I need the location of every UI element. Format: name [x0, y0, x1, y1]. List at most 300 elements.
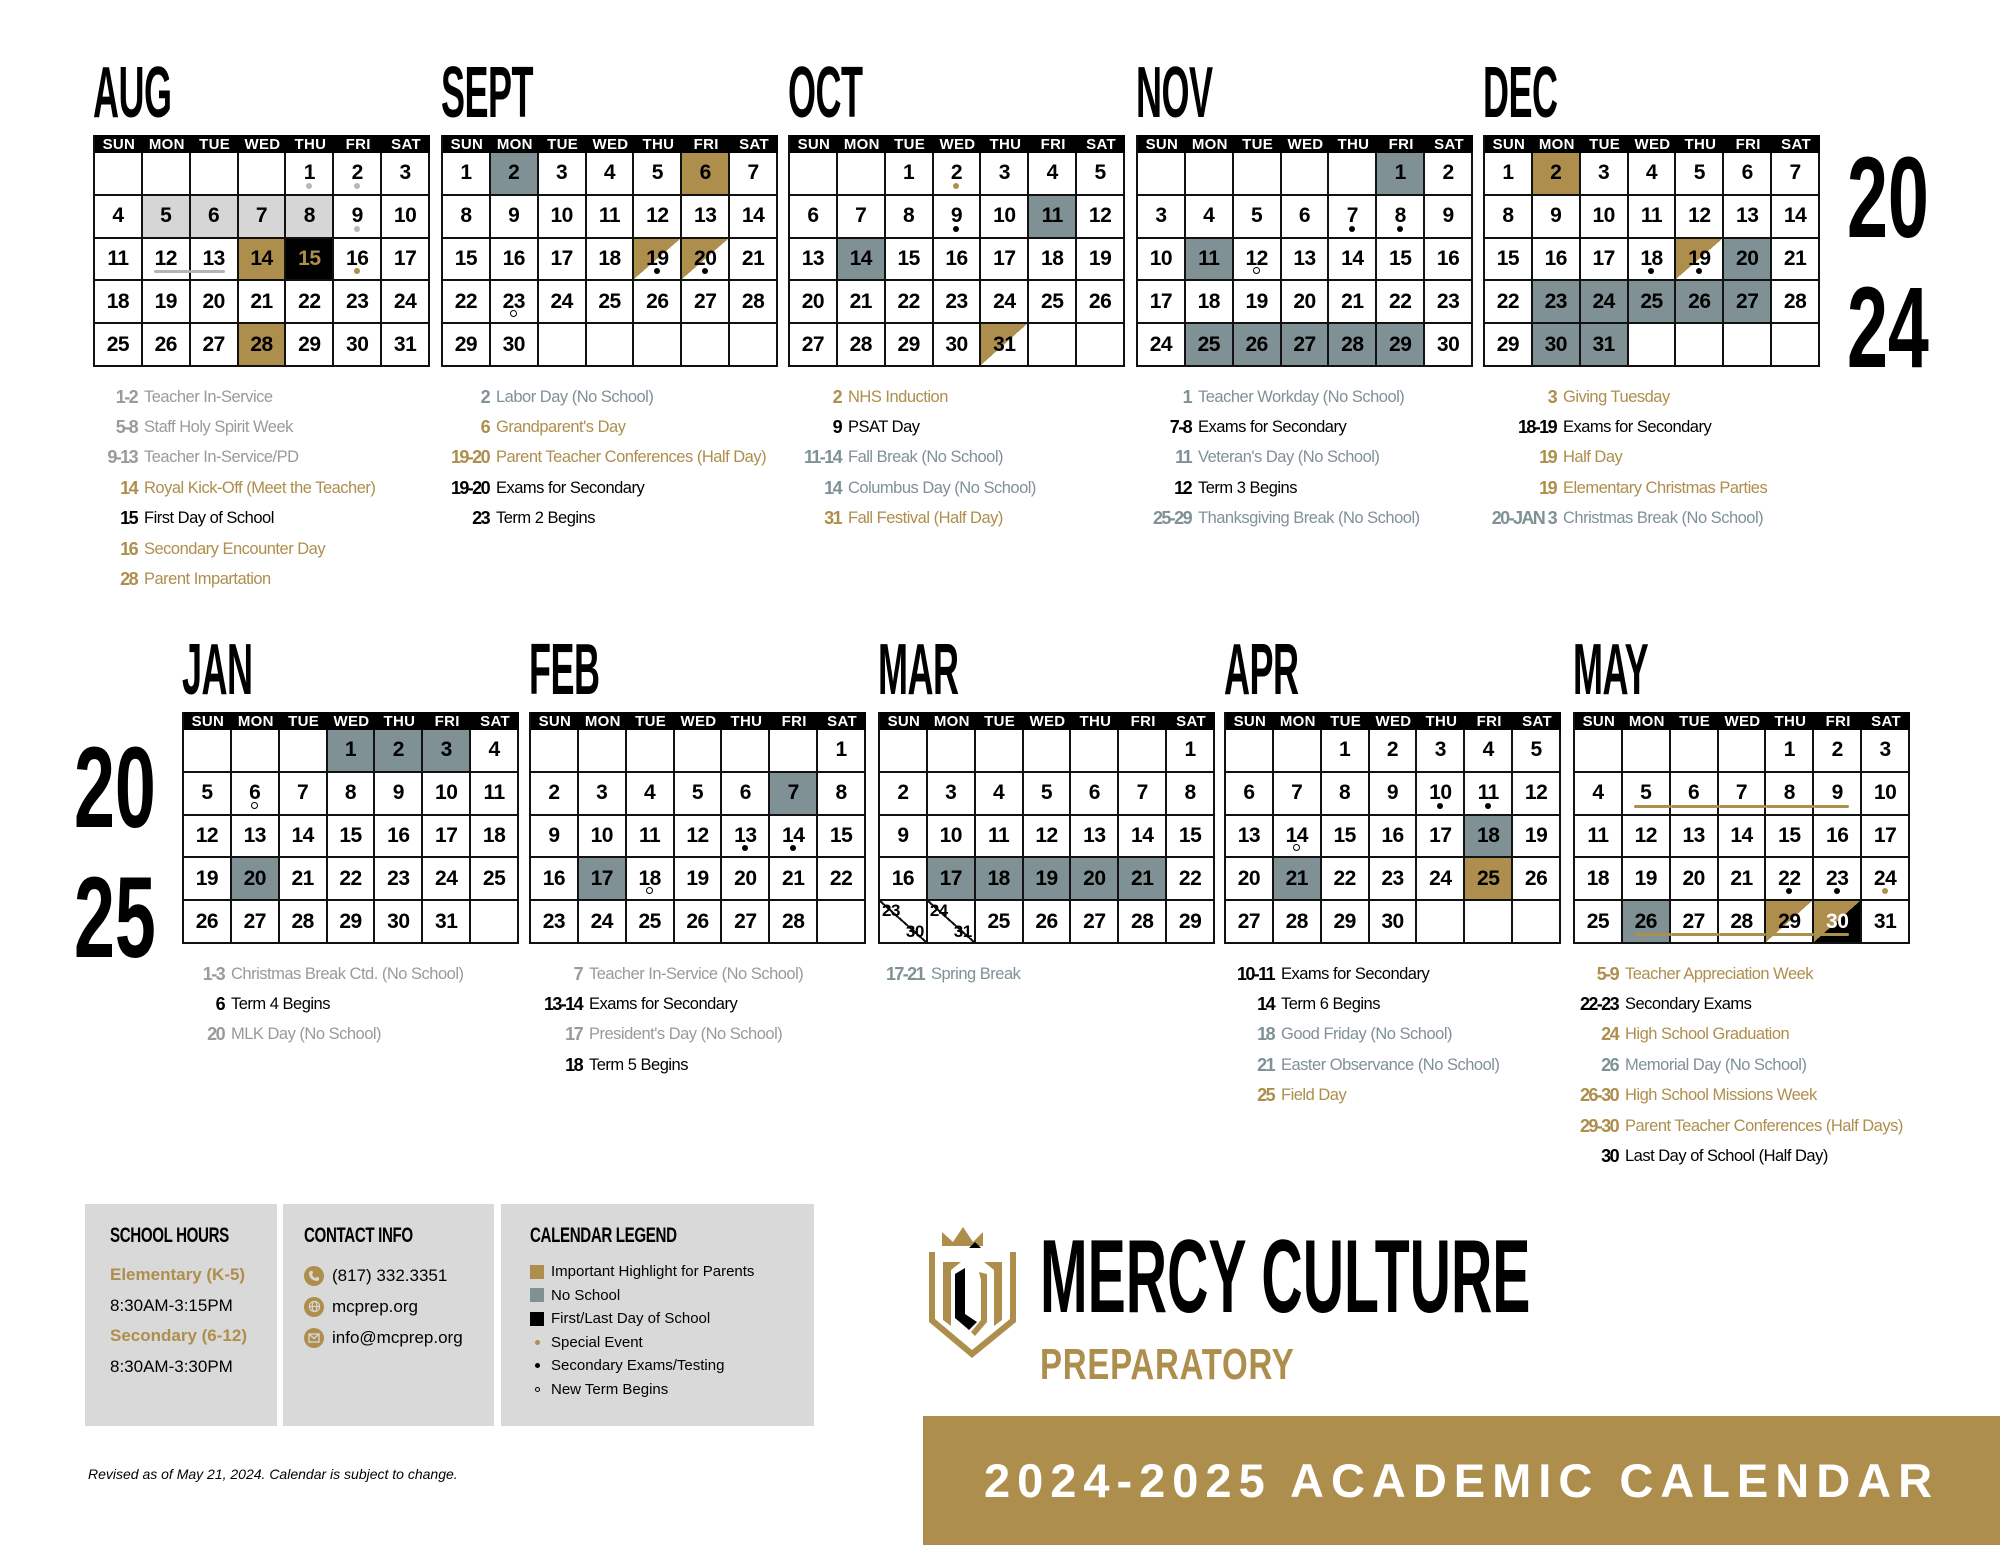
day-cell[interactable]	[634, 281, 682, 324]
day-cell[interactable]	[423, 858, 471, 901]
day-cell[interactable]	[328, 816, 376, 859]
day-cell[interactable]	[1629, 153, 1677, 196]
day-cell[interactable]	[1226, 816, 1274, 859]
day-cell[interactable]	[334, 281, 382, 324]
day-cell[interactable]	[1862, 816, 1910, 859]
day-cell[interactable]	[928, 816, 976, 859]
day-cell[interactable]	[232, 901, 280, 944]
day-cell[interactable]	[1671, 901, 1719, 944]
day-cell[interactable]	[1862, 858, 1910, 901]
day-cell[interactable]	[675, 773, 723, 816]
day-cell[interactable]	[1766, 816, 1814, 859]
day-cell[interactable]	[375, 730, 423, 773]
day-cell[interactable]	[286, 196, 334, 239]
day-cell[interactable]	[730, 153, 778, 196]
day-cell[interactable]	[1862, 773, 1910, 816]
day-cell[interactable]	[239, 281, 287, 324]
day-cell[interactable]	[981, 281, 1029, 324]
contact-email[interactable]	[304, 1322, 494, 1353]
day-cell[interactable]	[587, 239, 635, 282]
day-cell[interactable]	[1724, 281, 1772, 324]
day-cell[interactable]	[1329, 239, 1377, 282]
day-cell[interactable]	[443, 239, 491, 282]
day-cell[interactable]	[675, 901, 723, 944]
day-cell[interactable]	[1629, 196, 1677, 239]
day-cell[interactable]	[1676, 239, 1724, 282]
day-cell[interactable]	[1676, 281, 1724, 324]
day-cell[interactable]	[1719, 816, 1767, 859]
day-cell[interactable]	[1425, 324, 1473, 367]
day-cell[interactable]	[334, 153, 382, 196]
day-cell[interactable]	[1029, 281, 1077, 324]
day-cell[interactable]	[143, 239, 191, 282]
day-cell[interactable]	[95, 196, 143, 239]
day-cell[interactable]	[531, 773, 579, 816]
day-cell[interactable]	[1425, 281, 1473, 324]
day-cell[interactable]	[1234, 324, 1282, 367]
day-cell[interactable]	[1077, 196, 1125, 239]
day-cell[interactable]	[976, 858, 1024, 901]
day-cell[interactable]	[934, 281, 982, 324]
day-cell[interactable]	[770, 858, 818, 901]
day-cell[interactable]	[627, 901, 675, 944]
day-cell[interactable]	[1167, 901, 1215, 944]
day-cell[interactable]	[95, 324, 143, 367]
day-cell[interactable]	[928, 858, 976, 901]
day-cell[interactable]	[1629, 239, 1677, 282]
day-cell[interactable]	[1322, 816, 1370, 859]
day-cell[interactable]	[1485, 196, 1533, 239]
day-cell[interactable]	[1186, 196, 1234, 239]
day-cell[interactable]	[1138, 196, 1186, 239]
day-cell[interactable]	[232, 773, 280, 816]
day-cell[interactable]	[1766, 773, 1814, 816]
day-cell[interactable]	[1766, 901, 1814, 944]
day-cell[interactable]	[682, 239, 730, 282]
day-cell[interactable]	[334, 324, 382, 367]
day-cell[interactable]	[1533, 281, 1581, 324]
day-cell[interactable]	[1024, 901, 1072, 944]
day-cell[interactable]	[675, 858, 723, 901]
day-cell[interactable]	[818, 816, 866, 859]
day-cell[interactable]	[1029, 196, 1077, 239]
day-cell[interactable]	[184, 901, 232, 944]
day-cell[interactable]	[1814, 730, 1862, 773]
day-cell[interactable]	[1772, 239, 1820, 282]
day-cell[interactable]	[539, 153, 587, 196]
day-cell[interactable]	[1417, 730, 1465, 773]
day-cell[interactable]	[1167, 730, 1215, 773]
day-cell[interactable]	[471, 858, 519, 901]
day-cell[interactable]	[730, 239, 778, 282]
day-cell[interactable]	[928, 901, 976, 944]
day-cell[interactable]	[1226, 901, 1274, 944]
day-cell[interactable]	[184, 858, 232, 901]
day-cell[interactable]	[838, 324, 886, 367]
day-cell[interactable]	[1024, 816, 1072, 859]
day-cell[interactable]	[981, 153, 1029, 196]
day-cell[interactable]	[1071, 858, 1119, 901]
day-cell[interactable]	[1186, 239, 1234, 282]
day-cell[interactable]	[1581, 281, 1629, 324]
day-cell[interactable]	[1513, 730, 1561, 773]
day-cell[interactable]	[1077, 153, 1125, 196]
day-cell[interactable]	[443, 196, 491, 239]
day-cell[interactable]	[770, 816, 818, 859]
day-cell[interactable]	[722, 858, 770, 901]
day-cell[interactable]	[1024, 773, 1072, 816]
day-cell[interactable]	[1671, 858, 1719, 901]
day-cell[interactable]	[838, 239, 886, 282]
day-cell[interactable]	[1629, 281, 1677, 324]
day-cell[interactable]	[587, 153, 635, 196]
day-cell[interactable]	[1814, 858, 1862, 901]
day-cell[interactable]	[1513, 858, 1561, 901]
day-cell[interactable]	[1623, 816, 1671, 859]
day-cell[interactable]	[539, 239, 587, 282]
day-cell[interactable]	[838, 281, 886, 324]
day-cell[interactable]	[1071, 901, 1119, 944]
day-cell[interactable]	[286, 153, 334, 196]
day-cell[interactable]	[1377, 196, 1425, 239]
day-cell[interactable]	[675, 816, 723, 859]
day-cell[interactable]	[143, 196, 191, 239]
day-cell[interactable]	[239, 196, 287, 239]
day-cell[interactable]	[1862, 901, 1910, 944]
day-cell[interactable]	[286, 281, 334, 324]
day-cell[interactable]	[886, 153, 934, 196]
contact-website[interactable]	[304, 1291, 494, 1322]
day-cell[interactable]	[382, 281, 430, 324]
day-cell[interactable]	[1274, 773, 1322, 816]
day-cell[interactable]	[1234, 196, 1282, 239]
day-cell[interactable]	[1377, 153, 1425, 196]
day-cell[interactable]	[976, 816, 1024, 859]
day-cell[interactable]	[334, 196, 382, 239]
day-cell[interactable]	[976, 901, 1024, 944]
day-cell[interactable]	[1719, 773, 1767, 816]
day-cell[interactable]	[328, 730, 376, 773]
day-cell[interactable]	[818, 773, 866, 816]
day-cell[interactable]	[1485, 281, 1533, 324]
day-cell[interactable]	[491, 281, 539, 324]
day-cell[interactable]	[1138, 239, 1186, 282]
day-cell[interactable]	[280, 816, 328, 859]
day-cell[interactable]	[1119, 901, 1167, 944]
day-cell[interactable]	[627, 816, 675, 859]
day-cell[interactable]	[1465, 730, 1513, 773]
day-cell[interactable]	[375, 858, 423, 901]
day-cell[interactable]	[1370, 816, 1418, 859]
day-cell[interactable]	[934, 196, 982, 239]
day-cell[interactable]	[1425, 153, 1473, 196]
day-cell[interactable]	[1485, 153, 1533, 196]
day-cell[interactable]	[1370, 773, 1418, 816]
day-cell[interactable]	[790, 196, 838, 239]
day-cell[interactable]	[1370, 858, 1418, 901]
day-cell[interactable]	[1766, 730, 1814, 773]
day-cell[interactable]	[1024, 858, 1072, 901]
day-cell[interactable]	[934, 239, 982, 282]
day-cell[interactable]	[981, 196, 1029, 239]
day-cell[interactable]	[587, 196, 635, 239]
day-cell[interactable]	[382, 153, 430, 196]
day-cell[interactable]	[191, 324, 239, 367]
day-cell[interactable]	[1138, 281, 1186, 324]
day-cell[interactable]	[471, 730, 519, 773]
day-cell[interactable]	[1329, 324, 1377, 367]
day-cell[interactable]	[1234, 239, 1282, 282]
day-cell[interactable]	[143, 281, 191, 324]
day-cell[interactable]	[1029, 153, 1077, 196]
day-cell[interactable]	[280, 901, 328, 944]
day-cell[interactable]	[1581, 324, 1629, 367]
day-cell[interactable]	[579, 858, 627, 901]
day-cell[interactable]	[531, 901, 579, 944]
day-cell[interactable]	[1282, 324, 1330, 367]
day-cell[interactable]	[1119, 858, 1167, 901]
day-cell[interactable]	[1513, 773, 1561, 816]
day-cell[interactable]	[886, 196, 934, 239]
day-cell[interactable]	[491, 239, 539, 282]
day-cell[interactable]	[934, 153, 982, 196]
day-cell[interactable]	[1167, 858, 1215, 901]
day-cell[interactable]	[423, 730, 471, 773]
day-cell[interactable]	[1370, 730, 1418, 773]
day-cell[interactable]	[328, 858, 376, 901]
day-cell[interactable]	[1322, 858, 1370, 901]
day-cell[interactable]	[382, 324, 430, 367]
day-cell[interactable]	[375, 901, 423, 944]
day-cell[interactable]	[627, 773, 675, 816]
day-cell[interactable]	[382, 239, 430, 282]
day-cell[interactable]	[1533, 196, 1581, 239]
day-cell[interactable]	[539, 196, 587, 239]
day-cell[interactable]	[1377, 324, 1425, 367]
day-cell[interactable]	[1322, 901, 1370, 944]
day-cell[interactable]	[1377, 281, 1425, 324]
day-cell[interactable]	[443, 324, 491, 367]
day-cell[interactable]	[790, 324, 838, 367]
day-cell[interactable]	[1071, 816, 1119, 859]
day-cell[interactable]	[1862, 730, 1910, 773]
day-cell[interactable]	[1533, 239, 1581, 282]
day-cell[interactable]	[1119, 773, 1167, 816]
day-cell[interactable]	[539, 281, 587, 324]
day-cell[interactable]	[1465, 858, 1513, 901]
day-cell[interactable]	[1417, 816, 1465, 859]
day-cell[interactable]	[1719, 901, 1767, 944]
day-cell[interactable]	[770, 901, 818, 944]
day-cell[interactable]	[1329, 281, 1377, 324]
day-cell[interactable]	[1274, 816, 1322, 859]
day-cell[interactable]	[627, 858, 675, 901]
day-cell[interactable]	[1274, 901, 1322, 944]
day-cell[interactable]	[1274, 858, 1322, 901]
day-cell[interactable]	[634, 239, 682, 282]
day-cell[interactable]	[579, 773, 627, 816]
day-cell[interactable]	[880, 858, 928, 901]
day-cell[interactable]	[1575, 816, 1623, 859]
contact-phone[interactable]	[304, 1260, 494, 1291]
day-cell[interactable]	[1724, 196, 1772, 239]
day-cell[interactable]	[1226, 858, 1274, 901]
day-cell[interactable]	[790, 281, 838, 324]
day-cell[interactable]	[1575, 858, 1623, 901]
day-cell[interactable]	[722, 901, 770, 944]
day-cell[interactable]	[382, 196, 430, 239]
day-cell[interactable]	[1329, 196, 1377, 239]
day-cell[interactable]	[634, 153, 682, 196]
day-cell[interactable]	[1425, 196, 1473, 239]
day-cell[interactable]	[280, 858, 328, 901]
day-cell[interactable]	[375, 773, 423, 816]
day-cell[interactable]	[1623, 901, 1671, 944]
day-cell[interactable]	[491, 324, 539, 367]
day-cell[interactable]	[239, 239, 287, 282]
day-cell[interactable]	[1282, 239, 1330, 282]
day-cell[interactable]	[880, 816, 928, 859]
day-cell[interactable]	[491, 153, 539, 196]
day-cell[interactable]	[1533, 324, 1581, 367]
day-cell[interactable]	[1485, 239, 1533, 282]
day-cell[interactable]	[1671, 773, 1719, 816]
day-cell[interactable]	[328, 773, 376, 816]
day-cell[interactable]	[790, 239, 838, 282]
day-cell[interactable]	[1167, 773, 1215, 816]
day-cell[interactable]	[328, 901, 376, 944]
day-cell[interactable]	[191, 196, 239, 239]
day-cell[interactable]	[1322, 773, 1370, 816]
day-cell[interactable]	[286, 324, 334, 367]
day-cell[interactable]	[491, 196, 539, 239]
day-cell[interactable]	[886, 239, 934, 282]
day-cell[interactable]	[818, 858, 866, 901]
day-cell[interactable]	[1077, 281, 1125, 324]
day-cell[interactable]	[1029, 239, 1077, 282]
day-cell[interactable]	[1138, 324, 1186, 367]
day-cell[interactable]	[1167, 816, 1215, 859]
day-cell[interactable]	[232, 858, 280, 901]
day-cell[interactable]	[1724, 239, 1772, 282]
day-cell[interactable]	[1575, 773, 1623, 816]
day-cell[interactable]	[1719, 858, 1767, 901]
day-cell[interactable]	[928, 773, 976, 816]
day-cell[interactable]	[334, 239, 382, 282]
day-cell[interactable]	[1485, 324, 1533, 367]
day-cell[interactable]	[981, 239, 1029, 282]
day-cell[interactable]	[1581, 239, 1629, 282]
day-cell[interactable]	[1465, 816, 1513, 859]
day-cell[interactable]	[1465, 773, 1513, 816]
day-cell[interactable]	[232, 816, 280, 859]
day-cell[interactable]	[1814, 773, 1862, 816]
day-cell[interactable]	[1676, 196, 1724, 239]
day-cell[interactable]	[934, 324, 982, 367]
day-cell[interactable]	[1724, 153, 1772, 196]
day-cell[interactable]	[1186, 281, 1234, 324]
day-cell[interactable]	[1676, 153, 1724, 196]
day-cell[interactable]	[1623, 773, 1671, 816]
day-cell[interactable]	[587, 281, 635, 324]
day-cell[interactable]	[1282, 281, 1330, 324]
day-cell[interactable]	[1077, 239, 1125, 282]
day-cell[interactable]	[1377, 239, 1425, 282]
day-cell[interactable]	[976, 773, 1024, 816]
day-cell[interactable]	[1071, 773, 1119, 816]
day-cell[interactable]	[1814, 901, 1862, 944]
day-cell[interactable]	[280, 773, 328, 816]
day-cell[interactable]	[1417, 773, 1465, 816]
day-cell[interactable]	[191, 239, 239, 282]
day-cell[interactable]	[1766, 858, 1814, 901]
day-cell[interactable]	[880, 773, 928, 816]
day-cell[interactable]	[838, 196, 886, 239]
day-cell[interactable]	[886, 281, 934, 324]
day-cell[interactable]	[286, 239, 334, 282]
day-cell[interactable]	[375, 816, 423, 859]
day-cell[interactable]	[1370, 901, 1418, 944]
day-cell[interactable]	[184, 773, 232, 816]
day-cell[interactable]	[423, 816, 471, 859]
day-cell[interactable]	[95, 281, 143, 324]
day-cell[interactable]	[818, 730, 866, 773]
day-cell[interactable]	[191, 281, 239, 324]
day-cell[interactable]	[1772, 153, 1820, 196]
day-cell[interactable]	[1425, 239, 1473, 282]
day-cell[interactable]	[423, 773, 471, 816]
day-cell[interactable]	[722, 773, 770, 816]
day-cell[interactable]	[682, 196, 730, 239]
day-cell[interactable]	[95, 239, 143, 282]
day-cell[interactable]	[184, 816, 232, 859]
day-cell[interactable]	[722, 816, 770, 859]
day-cell[interactable]	[981, 324, 1029, 367]
day-cell[interactable]	[1417, 858, 1465, 901]
day-cell[interactable]	[1581, 196, 1629, 239]
day-cell[interactable]	[143, 324, 191, 367]
day-cell[interactable]	[730, 196, 778, 239]
day-cell[interactable]	[1234, 281, 1282, 324]
day-cell[interactable]	[1322, 730, 1370, 773]
day-cell[interactable]	[1772, 281, 1820, 324]
day-cell[interactable]	[1226, 773, 1274, 816]
day-cell[interactable]	[423, 901, 471, 944]
day-cell[interactable]	[682, 153, 730, 196]
day-cell[interactable]	[730, 281, 778, 324]
day-cell[interactable]	[1282, 196, 1330, 239]
day-cell[interactable]	[471, 773, 519, 816]
day-cell[interactable]	[682, 281, 730, 324]
day-cell[interactable]	[1575, 901, 1623, 944]
day-cell[interactable]	[1814, 816, 1862, 859]
day-cell[interactable]	[880, 901, 928, 944]
day-cell[interactable]	[1186, 324, 1234, 367]
day-cell[interactable]	[531, 858, 579, 901]
day-cell[interactable]	[1671, 816, 1719, 859]
day-cell[interactable]	[239, 324, 287, 367]
day-cell[interactable]	[579, 901, 627, 944]
day-cell[interactable]	[634, 196, 682, 239]
day-cell[interactable]	[1623, 858, 1671, 901]
day-cell[interactable]	[1772, 196, 1820, 239]
day-cell[interactable]	[1513, 816, 1561, 859]
day-cell[interactable]	[471, 816, 519, 859]
day-cell[interactable]	[443, 281, 491, 324]
day-cell[interactable]	[579, 816, 627, 859]
day-cell[interactable]	[1581, 153, 1629, 196]
day-cell[interactable]	[1119, 816, 1167, 859]
